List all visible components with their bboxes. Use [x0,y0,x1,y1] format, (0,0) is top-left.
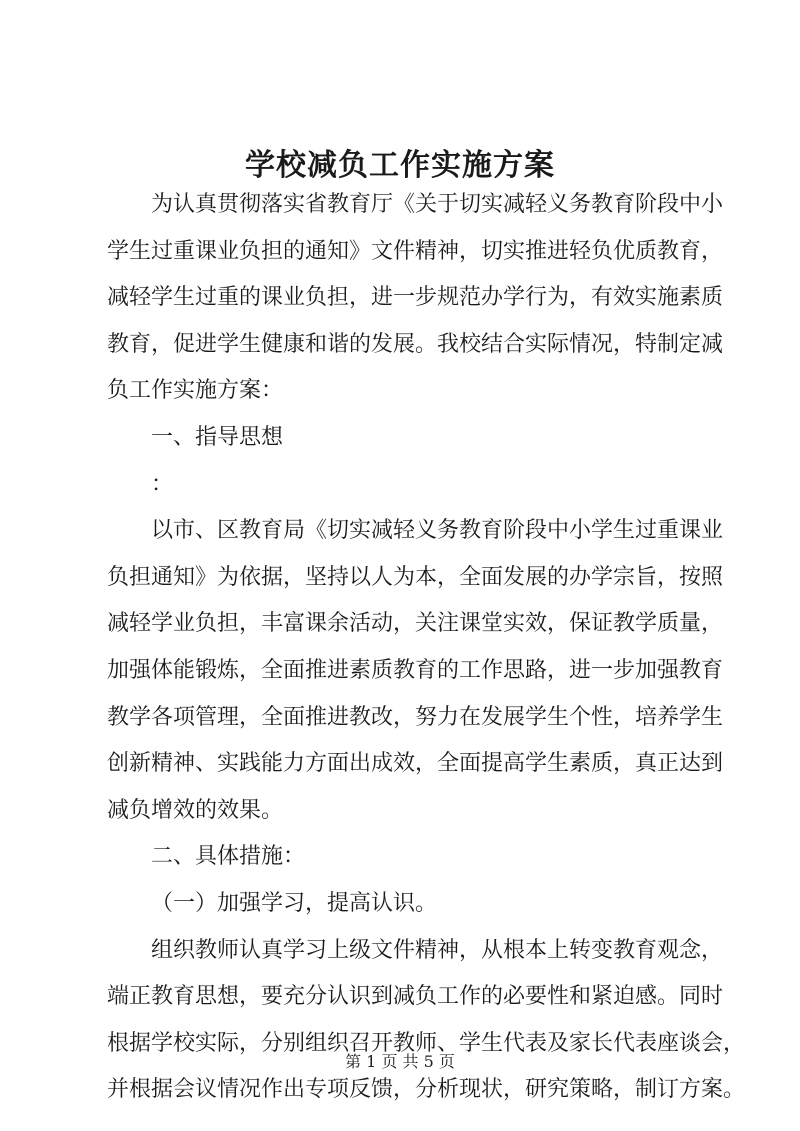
subsection-heading: （一）加强学习，提高认识。 [151,890,438,916]
paragraph-line: 教学各项管理，全面推进教改，努力在发展学生个性，培养学生 [107,704,724,730]
paragraph-line: 并根据会议情况作出专项反馈，分析现状，研究策略，制订方案。 [107,1077,746,1103]
paragraph-line: 学生过重课业负担的通知》文件精神，切实推进轻负优质教育， [107,238,724,264]
paragraph-line: ： [151,471,174,497]
paragraph-line: 负工作实施方案： [107,378,284,404]
paragraph-line: 根据学校实际，分别组织召开教师、学生代表及家长代表座谈会， [107,1030,746,1056]
section-heading: 二、具体措施： [151,844,306,870]
paragraph-line: 负担通知》为依据，坚持以人为本，全面发展的办学宗旨，按照 [107,564,724,590]
paragraph-line: 端正教育思想，要充分认识到减负工作的必要性和紧迫感。同时 [107,984,724,1010]
document-title: 学校减负工作实施方案 [245,148,555,183]
paragraph-line: 组织教师认真学习上级文件精神，从根本上转变教育观念， [151,937,724,963]
page-number-footer: 第 1 页 共 5 页 [345,1052,455,1071]
paragraph-line: 减轻学生过重的课业负担，进一步规范办学行为，有效实施素质 [107,285,724,311]
paragraph-line: 减负增效的效果。 [107,797,284,823]
paragraph-line: 创新精神、实践能力方面出成效，全面提高学生素质，真正达到 [107,751,724,777]
paragraph-line: 以市、区教育局《切实减轻义务教育阶段中小学生过重课业 [151,518,724,544]
paragraph-line: 为认真贯彻落实省教育厅《关于切实减轻义务教育阶段中小 [151,192,724,217]
paragraph-line: 加强体能锻炼，全面推进素质教育的工作思路，进一步加强教育 [107,657,724,683]
section-heading: 一、指导思想 [151,424,284,450]
paragraph-line: 教育，促进学生健康和谐的发展。我校结合实际情况，特制定减 [107,331,724,357]
paragraph-line: 减轻学业负担，丰富课余活动，关注课堂实效，保证教学质量， [107,611,724,637]
document-body [107,182,746,1114]
